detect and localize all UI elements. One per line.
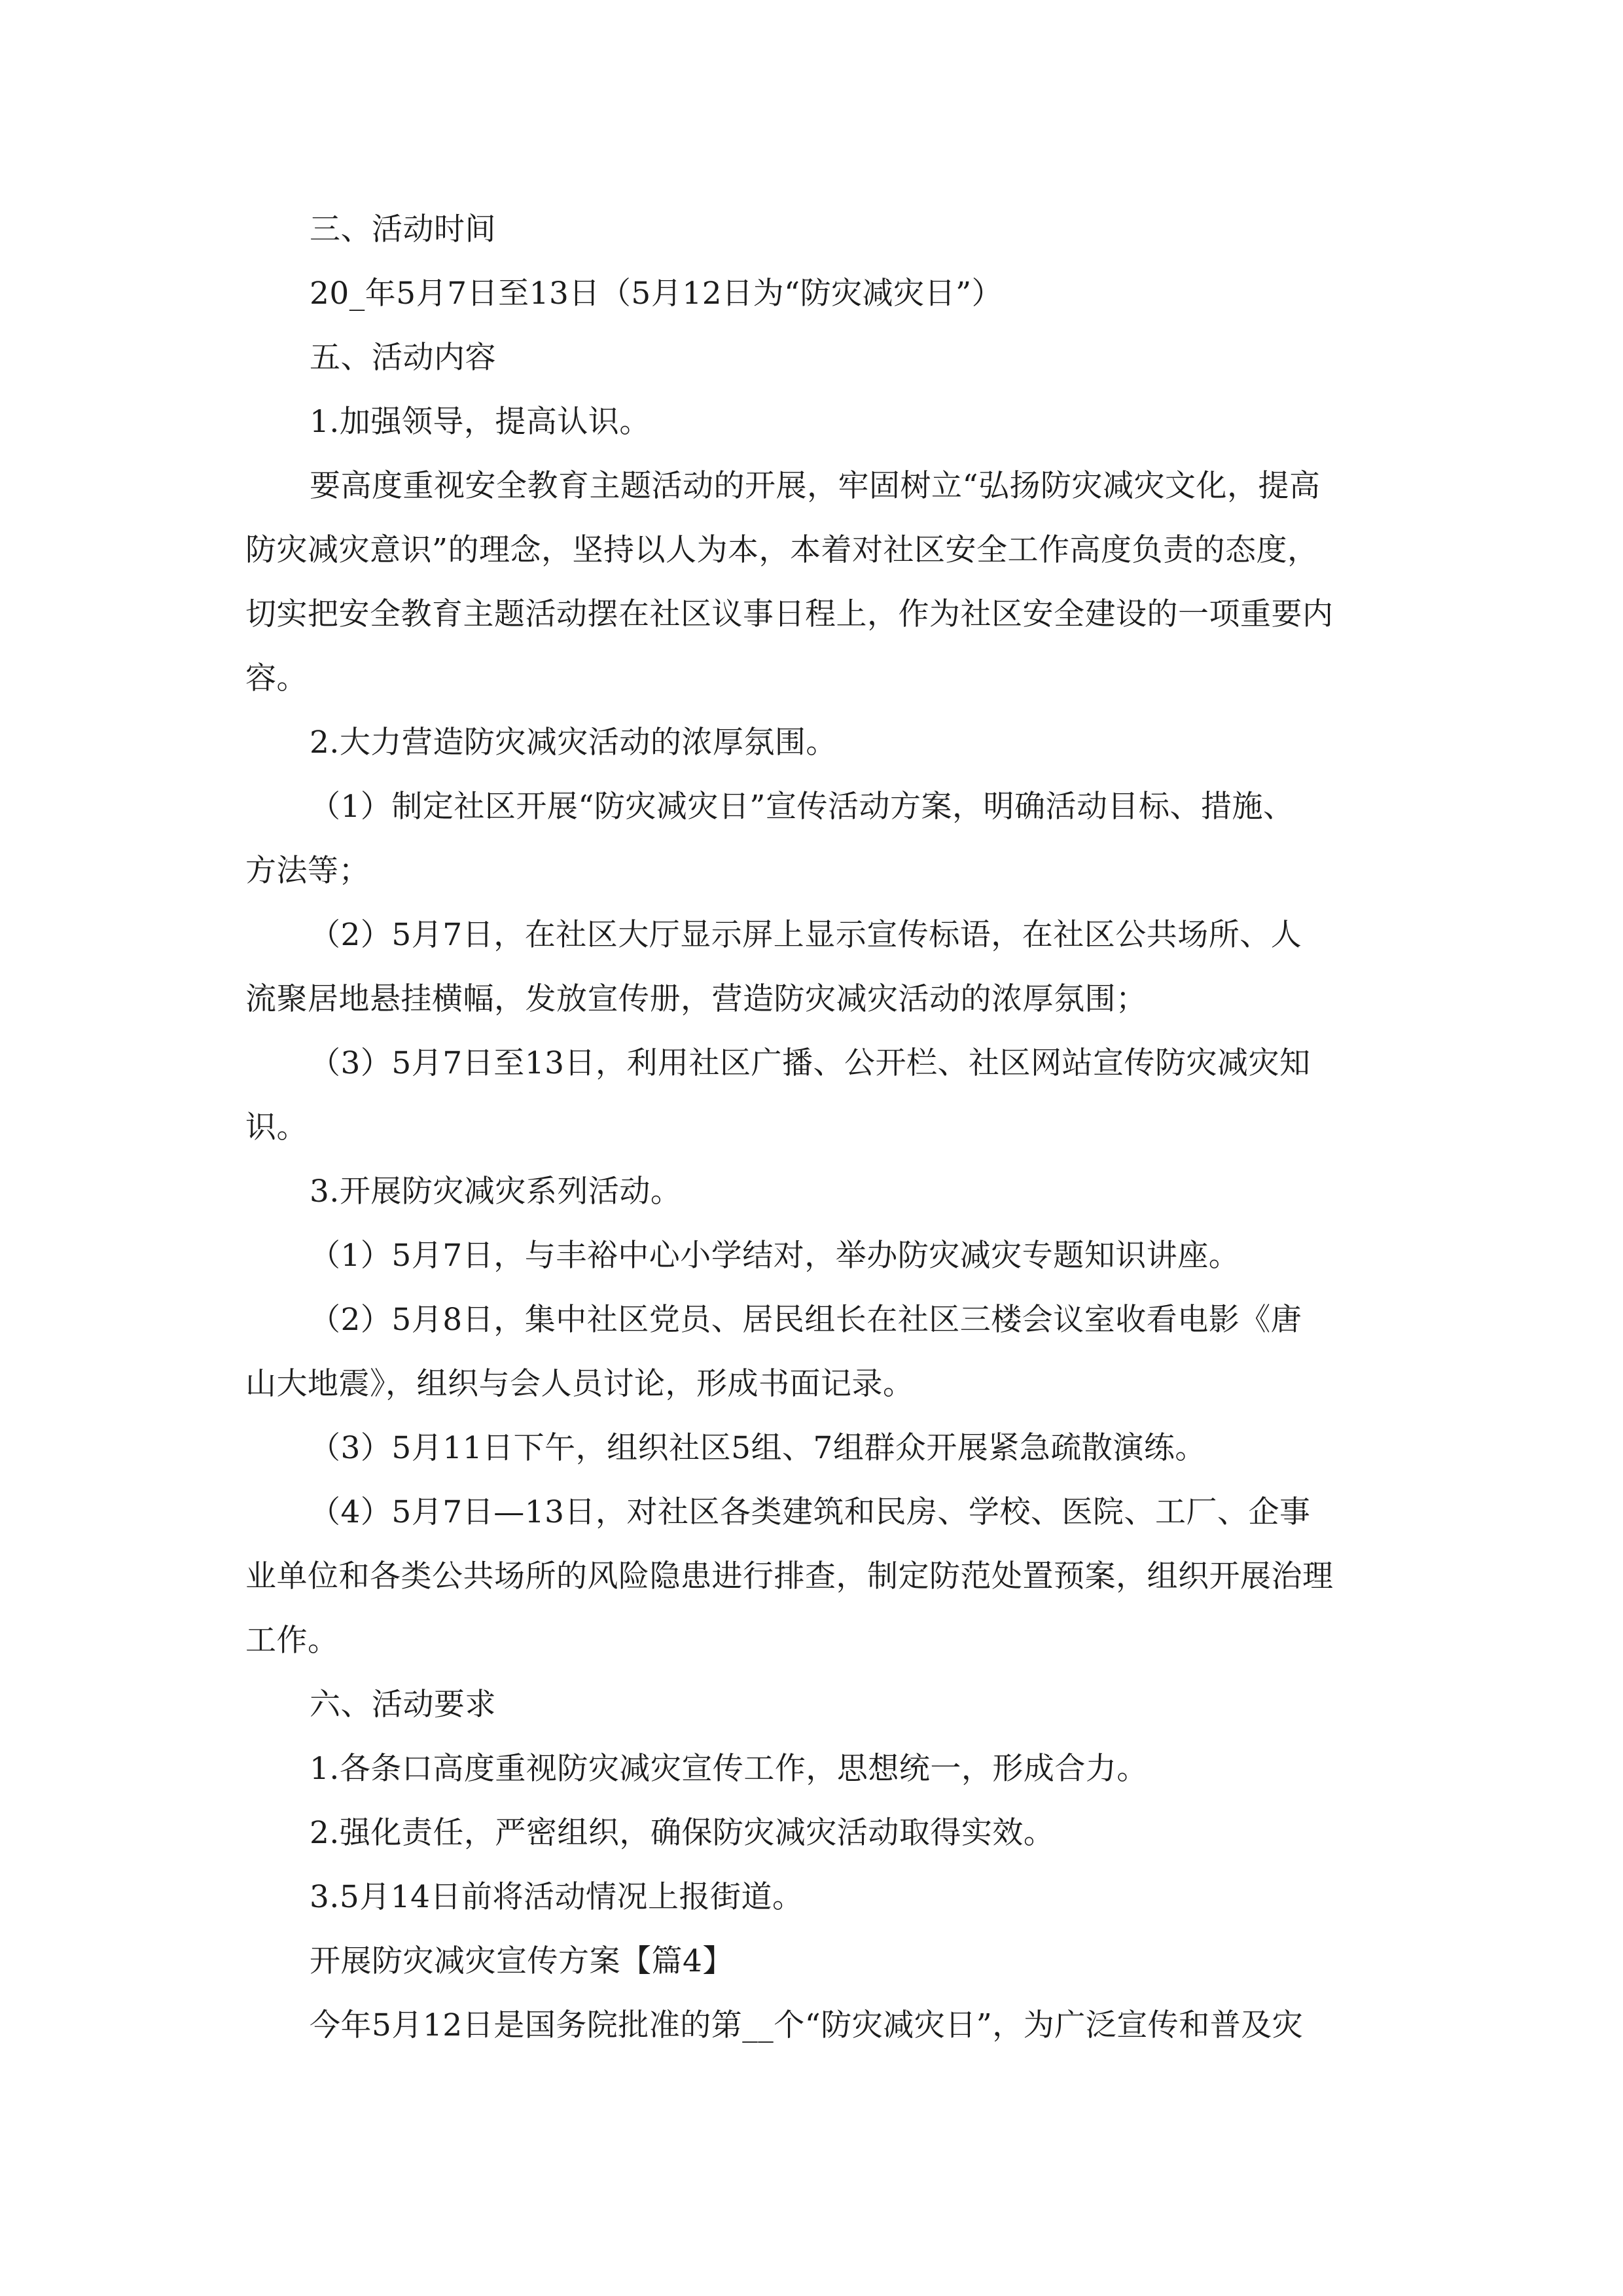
section-heading-activity-requirements: 六、活动要求 [310, 1687, 496, 1723]
article-title: 开展防灾减灾宣传方案【篇4】 [310, 1943, 734, 1979]
paragraph-line: 容。 [245, 660, 308, 696]
paragraph-line: 今年5月12日是国务院批准的第__个“防灾减灾日”，为广泛宣传和普及灾 [310, 2007, 1304, 2043]
document-body [245, 198, 1384, 2058]
list-item: 3.5月14日前将活动情况上报街道。 [310, 1879, 804, 1915]
paragraph-line: 业单位和各类公共场所的风险隐患进行排查，制定防范处置预案，组织开展治理 [245, 1558, 1334, 1594]
list-item-heading: 1.加强领导，提高认识。 [310, 404, 651, 440]
paragraph-line: （2）5月8日，集中社区党员、居民组长在社区三楼会议室收看电影《唐 [310, 1302, 1302, 1338]
paragraph-line: 方法等； [245, 853, 370, 889]
list-item: 1.各条口高度重视防灾减灾宣传工作，思想统一，形成合力。 [310, 1751, 1148, 1787]
list-item-heading: 2.大力营造防灾减灾活动的浓厚氛围。 [310, 725, 837, 761]
paragraph-line: （1）制定社区开展“防灾减灾日”宣传活动方案，明确活动目标、措施、 [310, 789, 1294, 825]
paragraph-line: （3）5月11日下午，组织社区5组、7组群众开展紧急疏散演练。 [310, 1430, 1206, 1466]
paragraph-line: （3）5月7日至13日，利用社区广播、公开栏、社区网站宣传防灾减灾知 [310, 1045, 1311, 1081]
section-heading-activity-content: 五、活动内容 [310, 340, 496, 376]
paragraph-line: （4）5月7日—13日，对社区各类建筑和民房、学校、医院、工厂、企事 [310, 1494, 1311, 1530]
list-item-heading: 3.开展防灾减灾系列活动。 [310, 1174, 682, 1210]
section-heading-activity-time: 三、活动时间 [310, 211, 496, 247]
paragraph-line: 工作。 [245, 1623, 339, 1659]
paragraph-line: （1）5月7日，与丰裕中心小学结对，举办防灾减灾专题知识讲座。 [310, 1238, 1240, 1274]
paragraph-line: 要高度重视安全教育主题活动的开展，牢固树立“弘扬防灾减灾文化，提高 [310, 468, 1321, 504]
paragraph-line: 防灾减灾意识”的理念，坚持以人为本，本着对社区安全工作高度负责的态度， [245, 532, 1319, 568]
paragraph-line: 切实把安全教育主题活动摆在社区议事日程上，作为社区安全建设的一项重要内 [245, 596, 1334, 632]
paragraph-line: 识。 [245, 1109, 308, 1145]
paragraph-line: 20_年5月7日至13日（5月12日为“防灾减灾日”） [310, 276, 1003, 312]
paragraph-line: 山大地震》，组织与会人员讨论，形成书面记录。 [245, 1366, 914, 1402]
paragraph-line: （2）5月7日，在社区大厅显示屏上显示宣传标语，在社区公共场所、人 [310, 917, 1302, 953]
paragraph-line: 流聚居地悬挂横幅，发放宣传册，营造防灾减灾活动的浓厚氛围； [245, 981, 1147, 1017]
list-item: 2.强化责任，严密组织，确保防灾减灾活动取得实效。 [310, 1815, 1055, 1851]
